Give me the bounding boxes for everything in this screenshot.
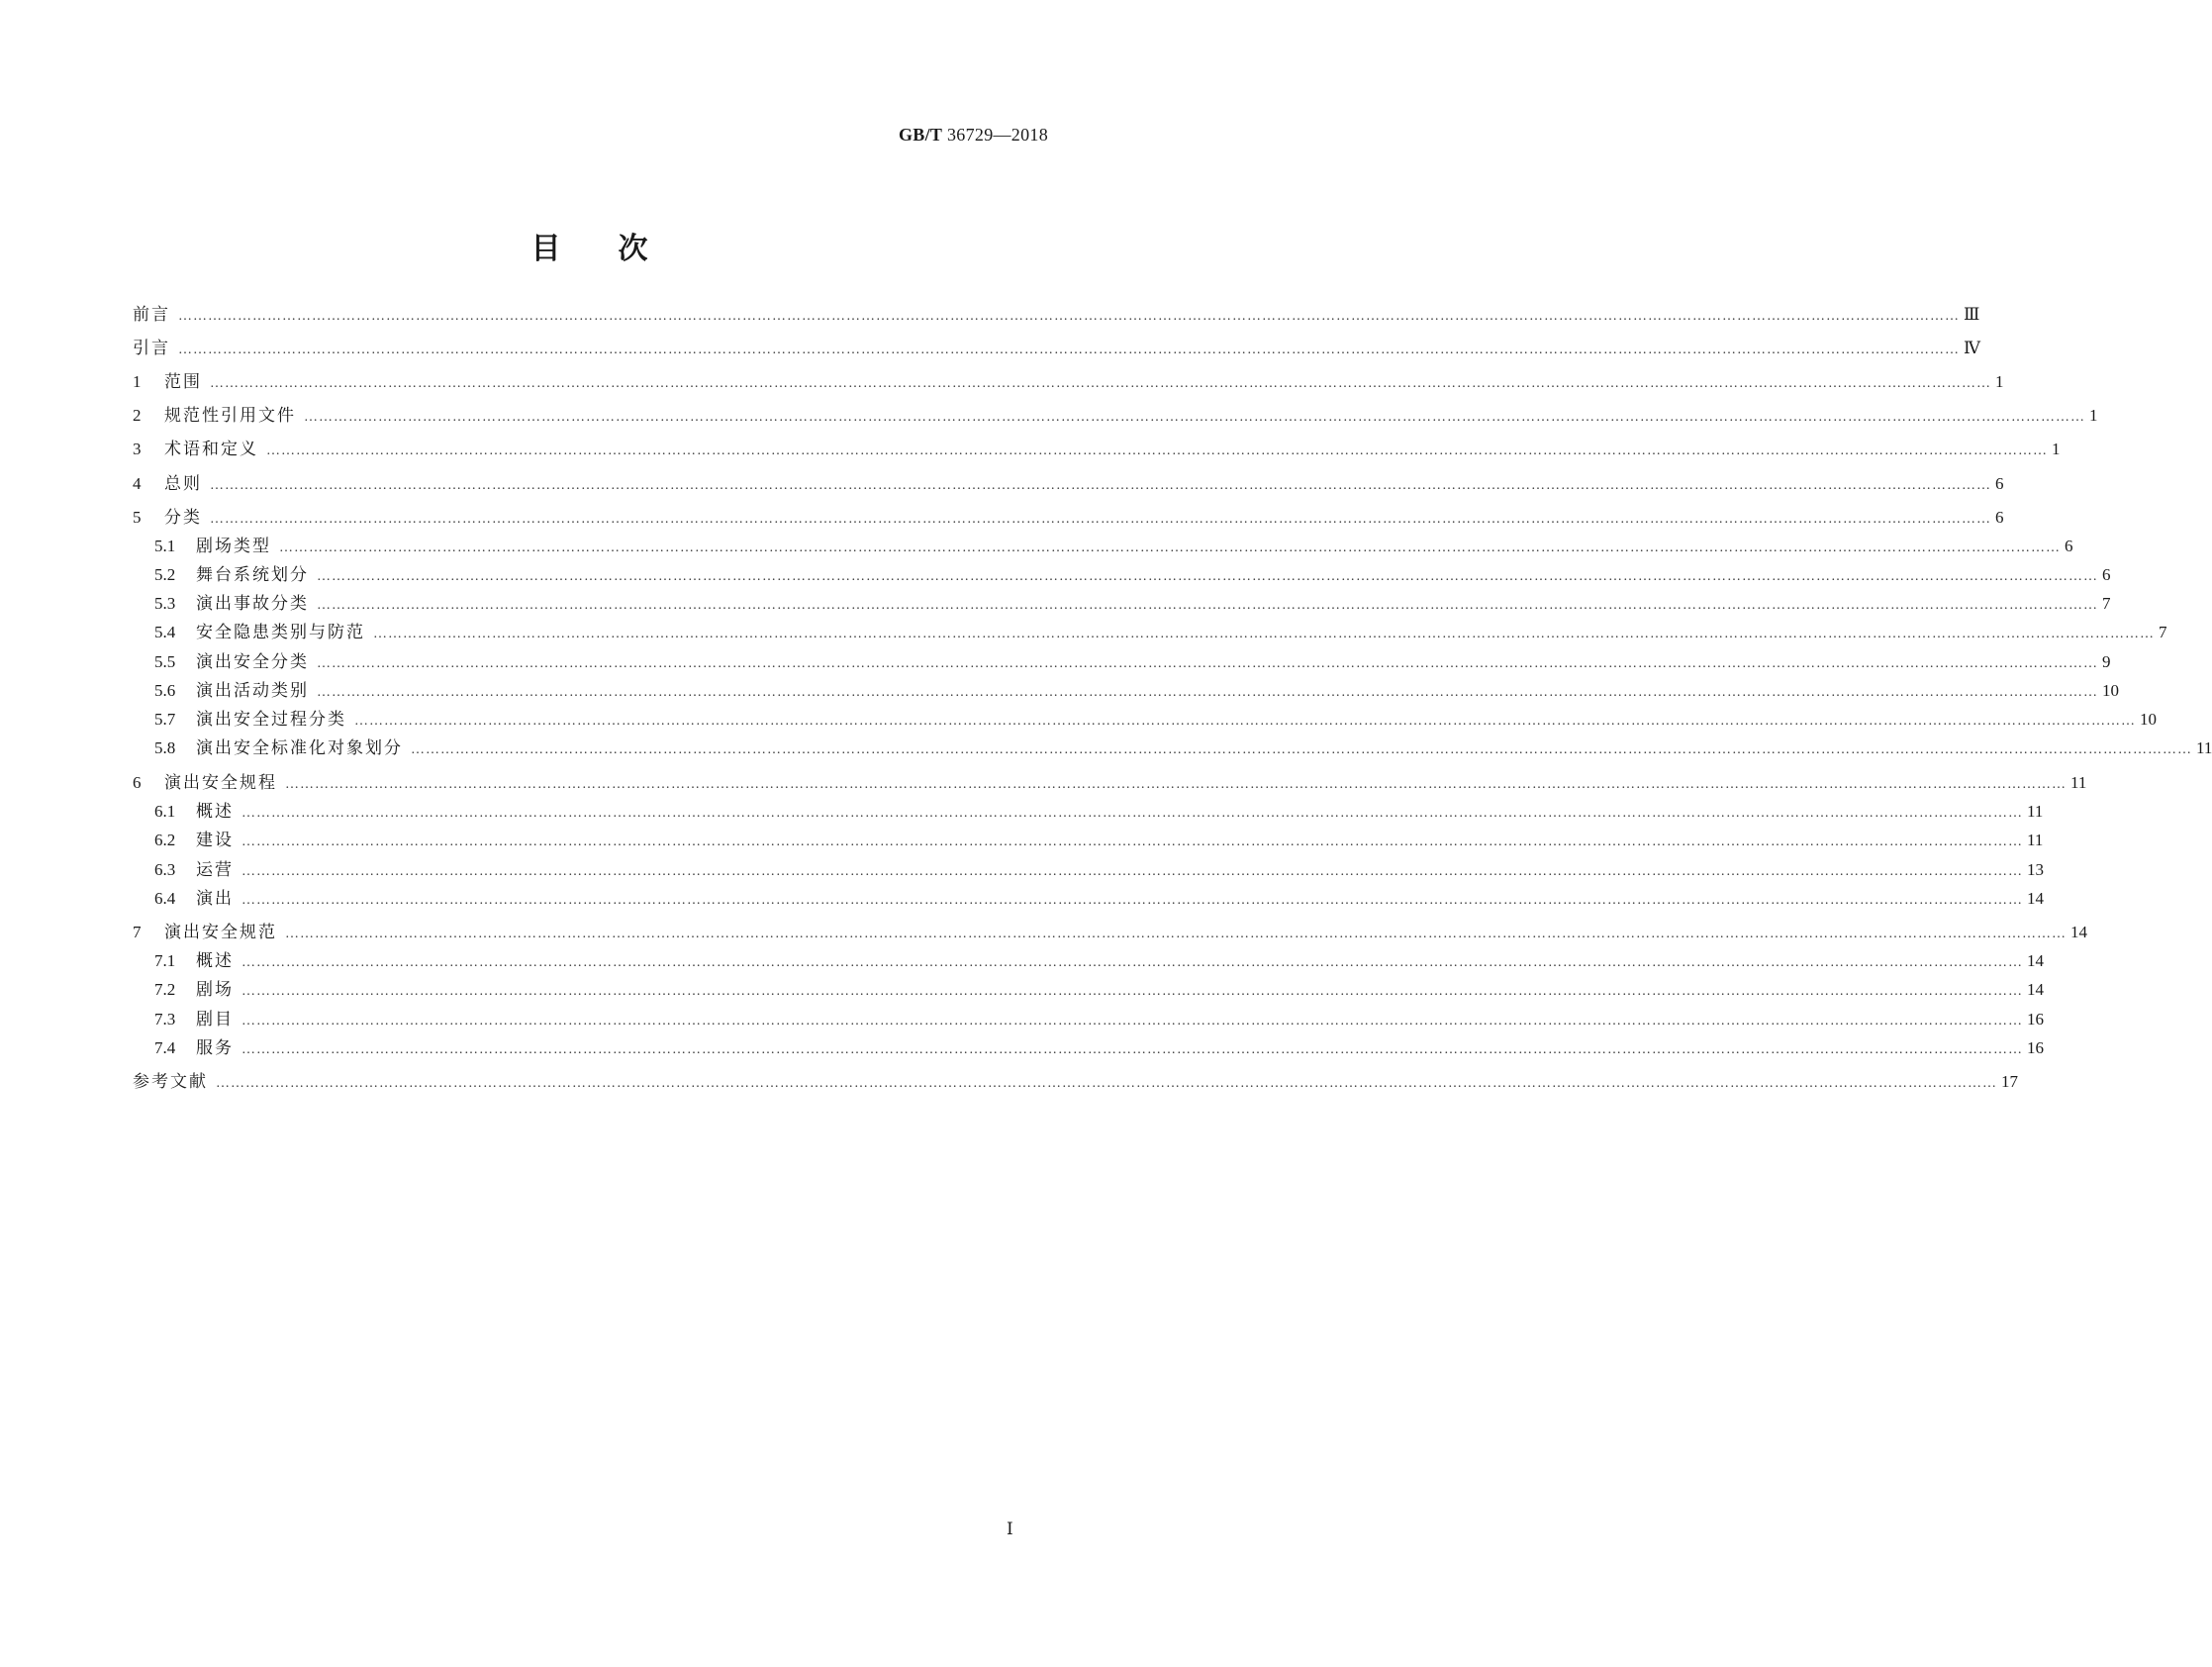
toc-entry-number: 6.2 — [154, 831, 176, 849]
toc-entry-title: 演出安全标准化对象划分 — [196, 738, 403, 758]
toc-entry-title: 引言 — [133, 339, 170, 358]
toc-entry-page: 16 — [2027, 1010, 2044, 1029]
toc-entry-page: 7 — [2159, 623, 2167, 641]
dot-leader: ……………………………………………………………………………………………………………………………………………………………………………………………………………………………………………………………………………………………………………………………… — [241, 806, 2023, 821]
toc-entry-page: 10 — [2140, 710, 2157, 729]
toc-entry-title: 术语和定义 — [164, 440, 258, 459]
toc-entry[interactable] — [154, 828, 2044, 853]
toc-entry-page: Ⅳ — [1964, 339, 1980, 357]
toc-entry-page: 14 — [2070, 923, 2087, 941]
toc-entry-page: 14 — [2027, 889, 2044, 908]
toc-entry-page: 10 — [2102, 681, 2119, 700]
toc-entry-title: 运营 — [196, 860, 234, 880]
toc-entry[interactable] — [133, 1069, 2018, 1095]
dot-leader: ……………………………………………………………………………………………………………………………………………………………………………………………………………………………………………………………………………………………………………………………… — [178, 309, 1960, 324]
dot-leader: ……………………………………………………………………………………………………………………………………………………………………………………………………………………………………………………………………………………………………………………………… — [317, 598, 2098, 613]
toc-entry-number: 5.5 — [154, 652, 176, 671]
toc-entry-number: 5.6 — [154, 681, 176, 700]
toc-entry-title: 前言 — [133, 305, 170, 325]
toc-entry-page: 7 — [2102, 594, 2111, 613]
toc-entry-title: 演出安全过程分类 — [196, 710, 346, 730]
toc-entry-page: 13 — [2027, 860, 2044, 879]
dot-leader: ……………………………………………………………………………………………………………………………………………………………………………………………………………………………………………………………………………………………………………………………… — [241, 834, 2023, 849]
dot-leader: ……………………………………………………………………………………………………………………………………………………………………………………………………………………………………………………………………………………………………………………………… — [317, 656, 2098, 671]
toc-entry-page: 6 — [1995, 474, 2004, 493]
dot-leader: ……………………………………………………………………………………………………………………………………………………………………………………………………………………………………………………………………………………………………………………………… — [317, 569, 2098, 584]
toc-entry-number: 7.3 — [154, 1010, 176, 1029]
toc-entry-number: 7.2 — [154, 980, 176, 999]
toc-entry[interactable] — [133, 369, 2004, 395]
toc-entry-title: 演出事故分类 — [196, 594, 309, 614]
toc-entry-page: 11 — [2027, 831, 2044, 849]
toc-entry-page: 1 — [2089, 406, 2098, 425]
toc-entry-page: 1 — [2052, 440, 2061, 458]
toc-entry-page: 6 — [2065, 537, 2073, 555]
toc-entry-number: 7.4 — [154, 1038, 176, 1057]
dot-leader: ……………………………………………………………………………………………………………………………………………………………………………………………………………………………………………………………………………………………………………………………… — [266, 443, 2048, 458]
toc-entry-page: 11 — [2070, 773, 2087, 792]
toc-entry[interactable] — [154, 678, 2119, 704]
toc-entry-title: 舞台系统划分 — [196, 565, 309, 585]
toc-entry-number: 6.1 — [154, 802, 176, 821]
toc-entry-title: 剧场类型 — [196, 537, 271, 556]
toc-entry[interactable] — [154, 1035, 2044, 1061]
dot-leader: ……………………………………………………………………………………………………………………………………………………………………………………………………………………………………………………………………………………………………………………………… — [285, 927, 2067, 941]
dot-leader: ……………………………………………………………………………………………………………………………………………………………………………………………………………………………………………………………………………………………………………………………… — [241, 893, 2023, 908]
toc-entry-number: 1 — [133, 372, 142, 391]
dot-leader: ……………………………………………………………………………………………………………………………………………………………………………………………………………………………………………………………………………………………………………………………… — [354, 714, 2136, 729]
toc-title-char-1: 目 — [530, 232, 561, 266]
page-number: Ⅰ — [1007, 1520, 1013, 1538]
dot-leader: ……………………………………………………………………………………………………………………………………………………………………………………………………………………………………………………………………………………………………………………………… — [241, 864, 2023, 879]
toc-entry-number: 5.3 — [154, 594, 176, 613]
dot-leader: ……………………………………………………………………………………………………………………………………………………………………………………………………………………………………………………………………………………………………………………………… — [279, 540, 2061, 555]
toc-entry-page: 11 — [2027, 802, 2044, 821]
toc-entry-title: 规范性引用文件 — [164, 406, 296, 426]
toc-entry[interactable] — [154, 562, 2111, 588]
toc-entry[interactable] — [154, 1007, 2044, 1032]
toc-entry-title: 范围 — [164, 372, 202, 392]
toc-entry-page: 14 — [2027, 951, 2044, 970]
toc-entry-number: 7 — [133, 923, 142, 941]
dot-leader: ……………………………………………………………………………………………………………………………………………………………………………………………………………………………………………………………………………………………………………………………… — [317, 685, 2098, 700]
dot-leader: ……………………………………………………………………………………………………………………………………………………………………………………………………………………………………………………………………………………………………………………………… — [210, 512, 1991, 527]
toc-entry-page: 17 — [2001, 1072, 2018, 1091]
toc-entry-title: 概述 — [196, 951, 234, 971]
toc-title-char-2: 次 — [618, 232, 648, 266]
toc-entry-title: 建设 — [196, 831, 234, 850]
standard-number: 36729—2018 — [947, 125, 1048, 145]
toc-entry-page: 16 — [2027, 1038, 2044, 1057]
dot-leader: ……………………………………………………………………………………………………………………………………………………………………………………………………………………………………………………………………………………………………………………………… — [178, 343, 1960, 357]
toc-entry[interactable] — [154, 735, 2212, 761]
toc-entry[interactable] — [154, 886, 2044, 912]
toc-entry-number: 4 — [133, 474, 142, 493]
dot-leader: ……………………………………………………………………………………………………………………………………………………………………………………………………………………………………………………………………………………………………………………………… — [241, 955, 2023, 970]
toc-entry-page: 6 — [2102, 565, 2111, 584]
toc-entry-title: 安全隐患类别与防范 — [196, 623, 365, 642]
toc-entry[interactable] — [133, 505, 2004, 531]
toc-entry-title: 总则 — [164, 474, 202, 494]
toc-entry-number: 5 — [133, 508, 142, 527]
dot-leader: ……………………………………………………………………………………………………………………………………………………………………………………………………………………………………………………………………………………………………………………………… — [241, 1042, 2023, 1057]
toc-entry-number: 5.8 — [154, 738, 176, 757]
toc-entry-title: 演出安全规范 — [164, 923, 277, 942]
toc-entry[interactable] — [154, 707, 2157, 733]
toc-entry[interactable] — [133, 920, 2087, 945]
toc-entry[interactable] — [154, 534, 2073, 559]
toc-entry[interactable] — [154, 977, 2044, 1003]
toc-entry[interactable] — [133, 336, 1980, 361]
toc-entry-page: 6 — [1995, 508, 2004, 527]
toc-entry-number: 6 — [133, 773, 142, 792]
toc-entry-title: 参考文献 — [133, 1072, 208, 1092]
dot-leader: ……………………………………………………………………………………………………………………………………………………………………………………………………………………………………………………………………………………………………………………………… — [216, 1076, 1997, 1091]
toc-entry-number: 5.7 — [154, 710, 176, 729]
toc-entry-number: 7.1 — [154, 951, 176, 970]
toc-entry-number: 2 — [133, 406, 142, 425]
toc-entry-number: 5.2 — [154, 565, 176, 584]
toc-entry-title: 剧目 — [196, 1010, 234, 1030]
toc-entry-number: 6.4 — [154, 889, 176, 908]
toc-entry-title: 服务 — [196, 1038, 234, 1058]
toc-entry-title: 分类 — [164, 508, 202, 528]
toc-entry[interactable] — [154, 591, 2111, 617]
toc-list — [133, 0, 2212, 1667]
dot-leader: ……………………………………………………………………………………………………………………………………………………………………………………………………………………………………………………………………………………………………………………………… — [241, 1014, 2023, 1029]
toc-entry-number: 3 — [133, 440, 142, 458]
toc-entry[interactable] — [133, 403, 2098, 429]
toc-entry-title: 概述 — [196, 802, 234, 822]
toc-entry-page: Ⅲ — [1964, 305, 1980, 324]
toc-entry[interactable] — [154, 857, 2044, 883]
toc-entry[interactable] — [133, 770, 2087, 796]
toc-entry-title: 演出安全规程 — [164, 773, 277, 793]
toc-entry-number: 5.4 — [154, 623, 176, 641]
toc-entry-title: 剧场 — [196, 980, 234, 1000]
dot-leader: ……………………………………………………………………………………………………………………………………………………………………………………………………………………………………………………………………………………………………………………………… — [411, 742, 2192, 757]
dot-leader: ……………………………………………………………………………………………………………………………………………………………………………………………………………………………………………………………………………………………………………………………… — [373, 627, 2155, 641]
dot-leader: ……………………………………………………………………………………………………………………………………………………………………………………………………………………………………………………………………………………………………………………………… — [210, 376, 1991, 391]
toc-entry-page: 14 — [2027, 980, 2044, 999]
toc-entry[interactable] — [154, 799, 2044, 825]
toc-entry[interactable] — [154, 649, 2111, 675]
dot-leader: ……………………………………………………………………………………………………………………………………………………………………………………………………………………………………………………………………………………………………………………………… — [241, 984, 2023, 999]
toc-entry[interactable] — [133, 437, 2061, 462]
toc-entry-title: 演出活动类别 — [196, 681, 309, 701]
toc-entry-title: 演出 — [196, 889, 234, 909]
toc-entry-page: 11 — [2196, 738, 2212, 757]
toc-entry[interactable] — [154, 620, 2167, 645]
dot-leader: ……………………………………………………………………………………………………………………………………………………………………………………………………………………………………………………………………………………………………………………………… — [304, 410, 2085, 425]
toc-entry-page: 1 — [1995, 372, 2004, 391]
toc-entry[interactable] — [154, 948, 2044, 974]
toc-entry-page: 9 — [2102, 652, 2111, 671]
toc-entry-number: 5.1 — [154, 537, 176, 555]
standard-prefix: GB/T — [898, 125, 943, 145]
dot-leader: ……………………………………………………………………………………………………………………………………………………………………………………………………………………………………………………………………………………………………………………………… — [210, 478, 1991, 493]
toc-entry-number: 6.3 — [154, 860, 176, 879]
dot-leader: ……………………………………………………………………………………………………………………………………………………………………………………………………………………………………………………………………………………………………………………………… — [285, 777, 2067, 792]
toc-entry[interactable] — [133, 302, 1980, 328]
toc-entry[interactable] — [133, 471, 2004, 497]
toc-entry-title: 演出安全分类 — [196, 652, 309, 672]
